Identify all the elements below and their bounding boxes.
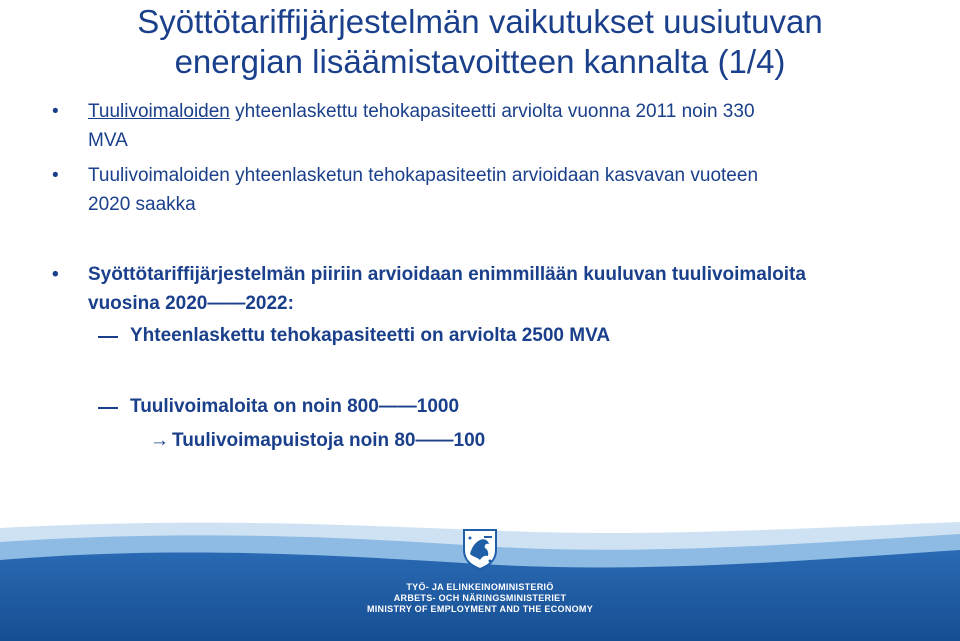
bullet-2-line-2: 2020 saakka bbox=[88, 194, 196, 215]
arrow-item: Tuulivoimapuistoja noin 80——100 bbox=[172, 430, 486, 451]
bullet-1-text: yhteenlaskettu tehokapasiteetti arviolta vuonna 2011 noin 330 bbox=[229, 101, 755, 122]
arrow-right-icon: → bbox=[150, 430, 169, 451]
bullet-3-line-1: Syöttötariffijärjestelmän piiriin arvioidaan enimmillään kuuluvan tuulivoimaloita bbox=[88, 264, 806, 285]
sub-item-1: Yhteenlaskettu tehokapasiteetti on arviolta 2500 MVA bbox=[130, 325, 611, 346]
bullet-3-line-2: vuosina 2020——2022: bbox=[88, 293, 294, 314]
ministry-name-en: MINISTRY OF EMPLOYMENT AND THE ECONOMY bbox=[366, 604, 594, 614]
title-line-1: Syöttötariffijärjestelmän vaikutukset uusiutuvan bbox=[137, 3, 823, 40]
bullet-dot: • bbox=[52, 264, 59, 285]
bullet-1-line-1 bbox=[88, 101, 755, 123]
coat-of-arms-lion-icon bbox=[462, 528, 498, 570]
bullet-1-line-2: MVA bbox=[88, 130, 128, 151]
footer-banner bbox=[0, 520, 960, 641]
ministry-name-fi: TYÖ- JA ELINKEINOMINISTERIÖ bbox=[406, 582, 554, 592]
ministry-name-sv: ARBETS- OCH NÄRINGSMINISTERIET bbox=[393, 593, 567, 603]
sub-item-2: Tuulivoimaloita on noin 800——1000 bbox=[130, 396, 460, 417]
bullet-dot: • bbox=[52, 101, 59, 122]
title-line-2: energian lisäämistavoitteen kannalta (1/4) bbox=[174, 43, 786, 80]
bullet-2-line-1: Tuulivoimaloiden yhteenlasketun tehokapasiteetin arvioidaan kasvavan vuoteen bbox=[88, 165, 759, 186]
dash-marker bbox=[98, 336, 118, 338]
dash-marker bbox=[98, 407, 118, 409]
bullet-dot: • bbox=[52, 165, 59, 186]
underlined-term: Tuulivoimaloiden bbox=[88, 101, 230, 122]
